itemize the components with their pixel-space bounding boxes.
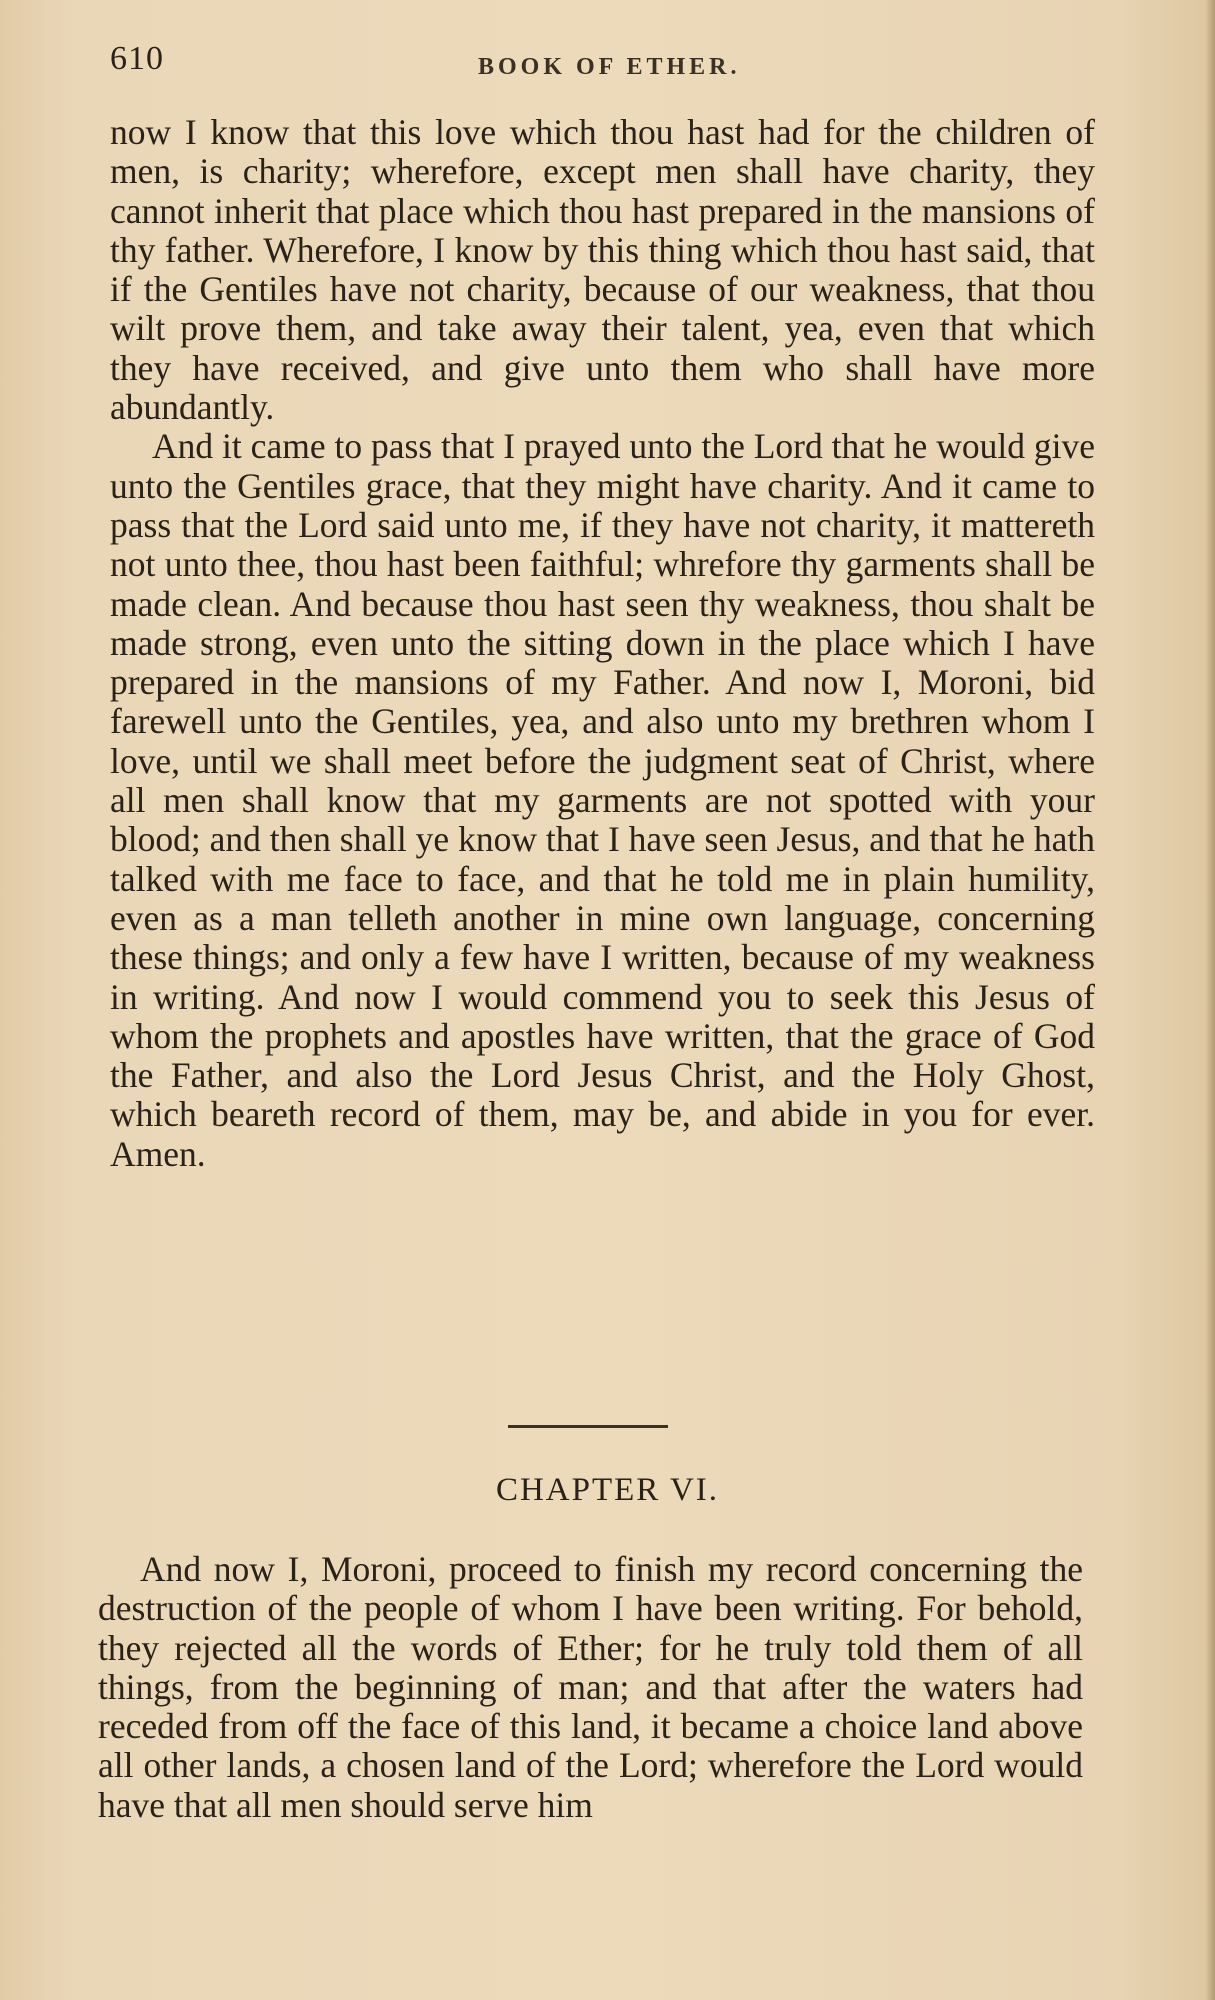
paragraph: And now I, Moroni, proceed to finish my record concerning the destruction of the people of whom I have been writing. For behold, they rejected all the words of Ether; for he truly told them of all things, from the beginning of man; and that after the waters had receded from off the face of this land, it became a choice land above all other lands, a chosen land of the Lord; wherefore the Lord would have that all men should serve him [98, 1549, 1083, 1825]
page-edge-shadow [1205, 0, 1215, 2000]
paragraph: now I know that this love which thou hast had for the children of men, is charity; wherefore, except men shall have charity, they cannot inherit that place which thou hast prepared in the mansions of thy father. Wherefore, I know by this thing which thou hast said, that if the Gentiles have not charity, because of our weakness, that thou wilt prove them, and take away their talent, yea, even that which they have received, and give unto them who shall have more abundantly. [110, 112, 1095, 428]
section-divider [508, 1425, 668, 1428]
paragraph: And it came to pass that I prayed unto the Lord that he would give unto the Gentiles grace, that they might have charity. And it came to pass that the Lord said unto me, if they have not charity, it mattereth not unto thee, thou hast been faithful; whrefore thy garments shall be made clean. And because thou hast seen thy weakness, thou shalt be made strong, even unto the sitting down in the place which I have prepared in the mansions of my Father. And now I, Moroni, bid farewell unto the Gentiles, yea, and also unto my brethren whom I love, until we shall meet before the judgment seat of Christ, where all men shall know that my garments are not spotted with your blood; and then shall ye know that I have seen Jesus, and that he hath talked with me face to face, and that he told me in plain humility, even as a man telleth another in mine own language, concerning these things; and only a few have I written, because of my weakness in writing. And now I would commend you to seek this Jesus of whom the prophets and apostles have written, that the grace of God the Father, and also the Lord Jesus Christ, and the Holy Ghost, which beareth record of them, may be, and abide in you for ever. Amen. [110, 426, 1095, 1174]
body-text [110, 113, 1095, 1174]
page-header [108, 32, 1096, 92]
page-number: 610 [110, 40, 164, 77]
chapter-heading: CHAPTER VI. [495, 1472, 720, 1508]
running-head: BOOK OF ETHER. [478, 54, 741, 80]
chapter-text [98, 1550, 1083, 1825]
